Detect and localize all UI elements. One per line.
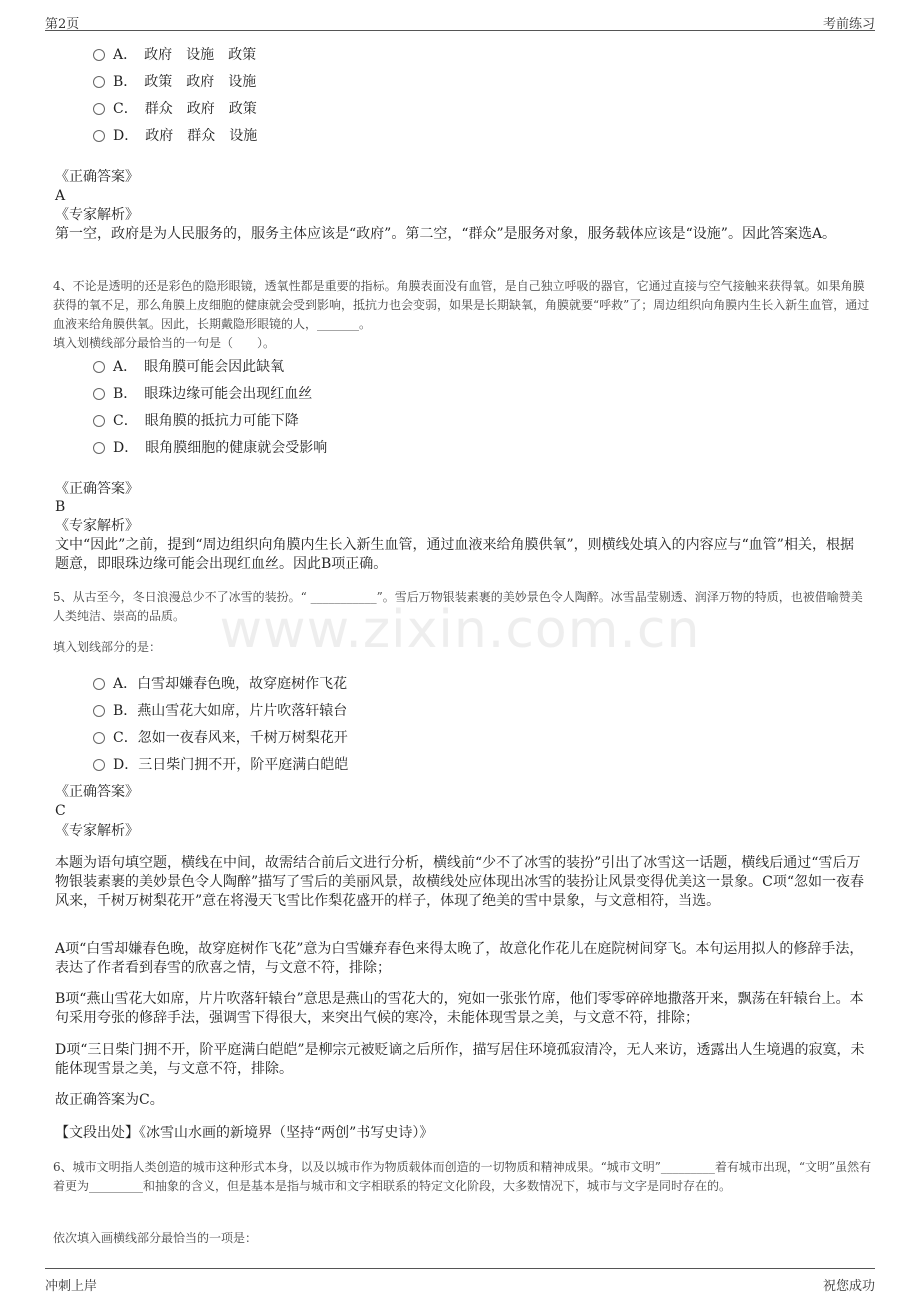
- radio-icon[interactable]: [93, 130, 105, 142]
- radio-icon[interactable]: [93, 76, 105, 88]
- q5-option-c[interactable]: [93, 727, 348, 749]
- q5-analysis-p1: 本题为语句填空题，横线在中间，故需结合前后文进行分析，横线前“少不了冰雪的装扮”引出了冰雪这一话题，横线后通过“雪后万物银装素裹的美妙景色令人陶醉”描写了雪后的美丽风景，故横线处应体现出冰雪的装扮让风景变得优美这一景象。C项“忽如一夜春风来，千树万树梨花开”意在将漫天飞雪比作梨花盛开的样子，体现了绝美的雪中景象，与文意相符，当选。: [55, 855, 865, 909]
- watermark: www.zixin.com.cn: [219, 600, 701, 660]
- footer-right: 祝您成功: [822, 1279, 875, 1294]
- option-label: D． 政府 群众 设施: [113, 128, 258, 144]
- q5-option-a[interactable]: [93, 673, 347, 695]
- q3-option-d[interactable]: [93, 125, 257, 147]
- q5-option-b[interactable]: [93, 700, 347, 722]
- page-footer: [45, 1268, 875, 1293]
- option-label: C． 群众 政府 政策: [113, 101, 257, 117]
- option-label: B． 政策 政府 设施: [113, 74, 257, 90]
- header-title: 考前练习: [822, 17, 875, 32]
- option-label: D． 眼角膜细胞的健康就会受影响: [113, 440, 328, 456]
- option-label: B．燕山雪花大如席，片片吹落轩辕台: [113, 703, 348, 719]
- option-label: D．三日柴门拥不开，阶平庭满白皑皑: [113, 757, 349, 773]
- q5-analysis-p2: A项“白雪却嫌春色晚，故穿庭树作飞花”意为白雪嫌弃春色来得太晚了，故意化作花儿在庭院树间穿飞。本句运用拟人的修辞手法，表达了作者看到春雪的欣喜之情，与文意不符，排除；: [55, 941, 864, 976]
- radio-icon[interactable]: [93, 442, 105, 454]
- q5-prompt: 填入划线部分的是：: [53, 640, 162, 654]
- q4-prompt: 填入划横线部分最恰当的一句是（ ）。: [53, 336, 276, 350]
- q3-option-a[interactable]: [93, 44, 256, 66]
- q5-analysis-label: 《专家解析》: [55, 823, 139, 839]
- radio-icon[interactable]: [93, 415, 105, 427]
- option-label: A．白雪却嫌春色晚，故穿庭树作飞花: [113, 676, 348, 692]
- q5-stem: 5、从古至今，冬日浪漫总少不了冰雪的装扮。“ ___________”。雪后万物银装素裹的美妙景色令人陶醉。冰雪晶莹剔透、润泽万物的特质，也被借喻赞美人类纯洁、崇高的品质。: [53, 590, 863, 623]
- q4-analysis-label: 《专家解析》: [55, 518, 139, 534]
- q4-option-c[interactable]: [93, 410, 299, 432]
- q3-option-c[interactable]: [93, 98, 257, 120]
- q4-option-b[interactable]: [93, 383, 312, 405]
- radio-icon[interactable]: [93, 388, 105, 400]
- q3-analysis: 第一空，政府是为人民服务的，服务主体应该是“政府”。第二空，“群众”是服务对象，服务载体应该是“设施”。因此答案选A。: [55, 226, 837, 242]
- footer-left: 冲刺上岸: [45, 1279, 98, 1294]
- option-label: A． 政府 设施 政策: [113, 47, 257, 63]
- q6-stem: 6、城市文明指人类创造的城市这种形式本身，以及以城市作为物质载体而创造的一切物质和精神成果。“城市文明”_________着有城市出现，“文明”虽然有着更为_________和抽象的含义，但是基本是指与城市和文字相联系的特定文化阶段，大多数情况下，城市与文字是同时存在的。: [53, 1160, 872, 1193]
- q4-answer: B: [55, 499, 66, 515]
- page-number: 第2页: [45, 17, 80, 32]
- radio-icon[interactable]: [93, 361, 105, 373]
- q3-analysis-label: 《专家解析》: [55, 207, 139, 223]
- q3-option-b[interactable]: [93, 71, 256, 93]
- q4-stem: 4、不论是透明的还是彩色的隐形眼镜，透氧性都是重要的指标。角膜表面没有血管，是自己独立呼吸的器官，它通过直接与空气接触来获得氧。如果角膜获得的氧不足，那么角膜上皮细胞的健康就会受到影响，抵抗力也会变弱，如果是长期缺氧，角膜就要“呼救”了；周边组织向角膜内生长入新生血管，通过血液来给角膜供氧。因此，长期戴隐形眼镜的人，_______。: [53, 279, 870, 331]
- option-label: B． 眼珠边缘可能会出现红血丝: [113, 386, 313, 402]
- page-header: [45, 10, 875, 31]
- q3-answer: A: [55, 188, 66, 204]
- radio-icon[interactable]: [93, 759, 105, 771]
- option-label: A． 眼角膜可能会因此缺氧: [113, 359, 285, 375]
- q4-answer-label: 《正确答案》: [55, 481, 139, 497]
- q5-answer-label: 《正确答案》: [55, 784, 139, 800]
- q5-analysis-p3: B项“燕山雪花大如席，片片吹落轩辕台”意思是燕山的雪花大的，宛如一张张竹席，他们零零碎碎地撒落开来，飘荡在轩辕台上。本句采用夸张的修辞手法，强调雪下得很大，来突出气候的寒冷，未能体现雪景之美，与文意不符，排除；: [55, 991, 864, 1026]
- q5-analysis-p4: D项“三日柴门拥不开，阶平庭满白皑皑”是柳宗元被贬谪之后所作，描写居住环境孤寂清冷，无人来访，透露出人生境遇的寂寞，未能体现雪景之美，与文意不符，排除。: [55, 1042, 865, 1077]
- radio-icon[interactable]: [93, 49, 105, 61]
- q6-prompt: 依次填入画横线部分最恰当的一项是：: [53, 1231, 258, 1245]
- q4-option-a[interactable]: [93, 356, 284, 378]
- option-label: C．忽如一夜春风来，千树万树梨花开: [113, 730, 348, 746]
- radio-icon[interactable]: [93, 103, 105, 115]
- q4-option-d[interactable]: [93, 437, 327, 459]
- radio-icon[interactable]: [93, 732, 105, 744]
- q5-source: 【文段出处】《冰雪山水画的新境界（坚持“两创”书写史诗）》: [55, 1125, 434, 1141]
- q4-analysis: 文中“因此”之前，提到“周边组织向角膜内生长入新生血管，通过血液来给角膜供氧”，则横线处填入的内容应与“血管”相关，根据题意，即眼珠边缘可能会出现红血丝。因此B项正确。: [55, 537, 854, 572]
- q3-answer-label: 《正确答案》: [55, 169, 139, 185]
- q5-answer: C: [55, 803, 66, 819]
- option-label: C． 眼角膜的抵抗力可能下降: [113, 413, 299, 429]
- radio-icon[interactable]: [93, 705, 105, 717]
- radio-icon[interactable]: [93, 678, 105, 690]
- q5-option-d[interactable]: [93, 754, 348, 776]
- q5-analysis-p5: 故正确答案为C。: [55, 1092, 164, 1108]
